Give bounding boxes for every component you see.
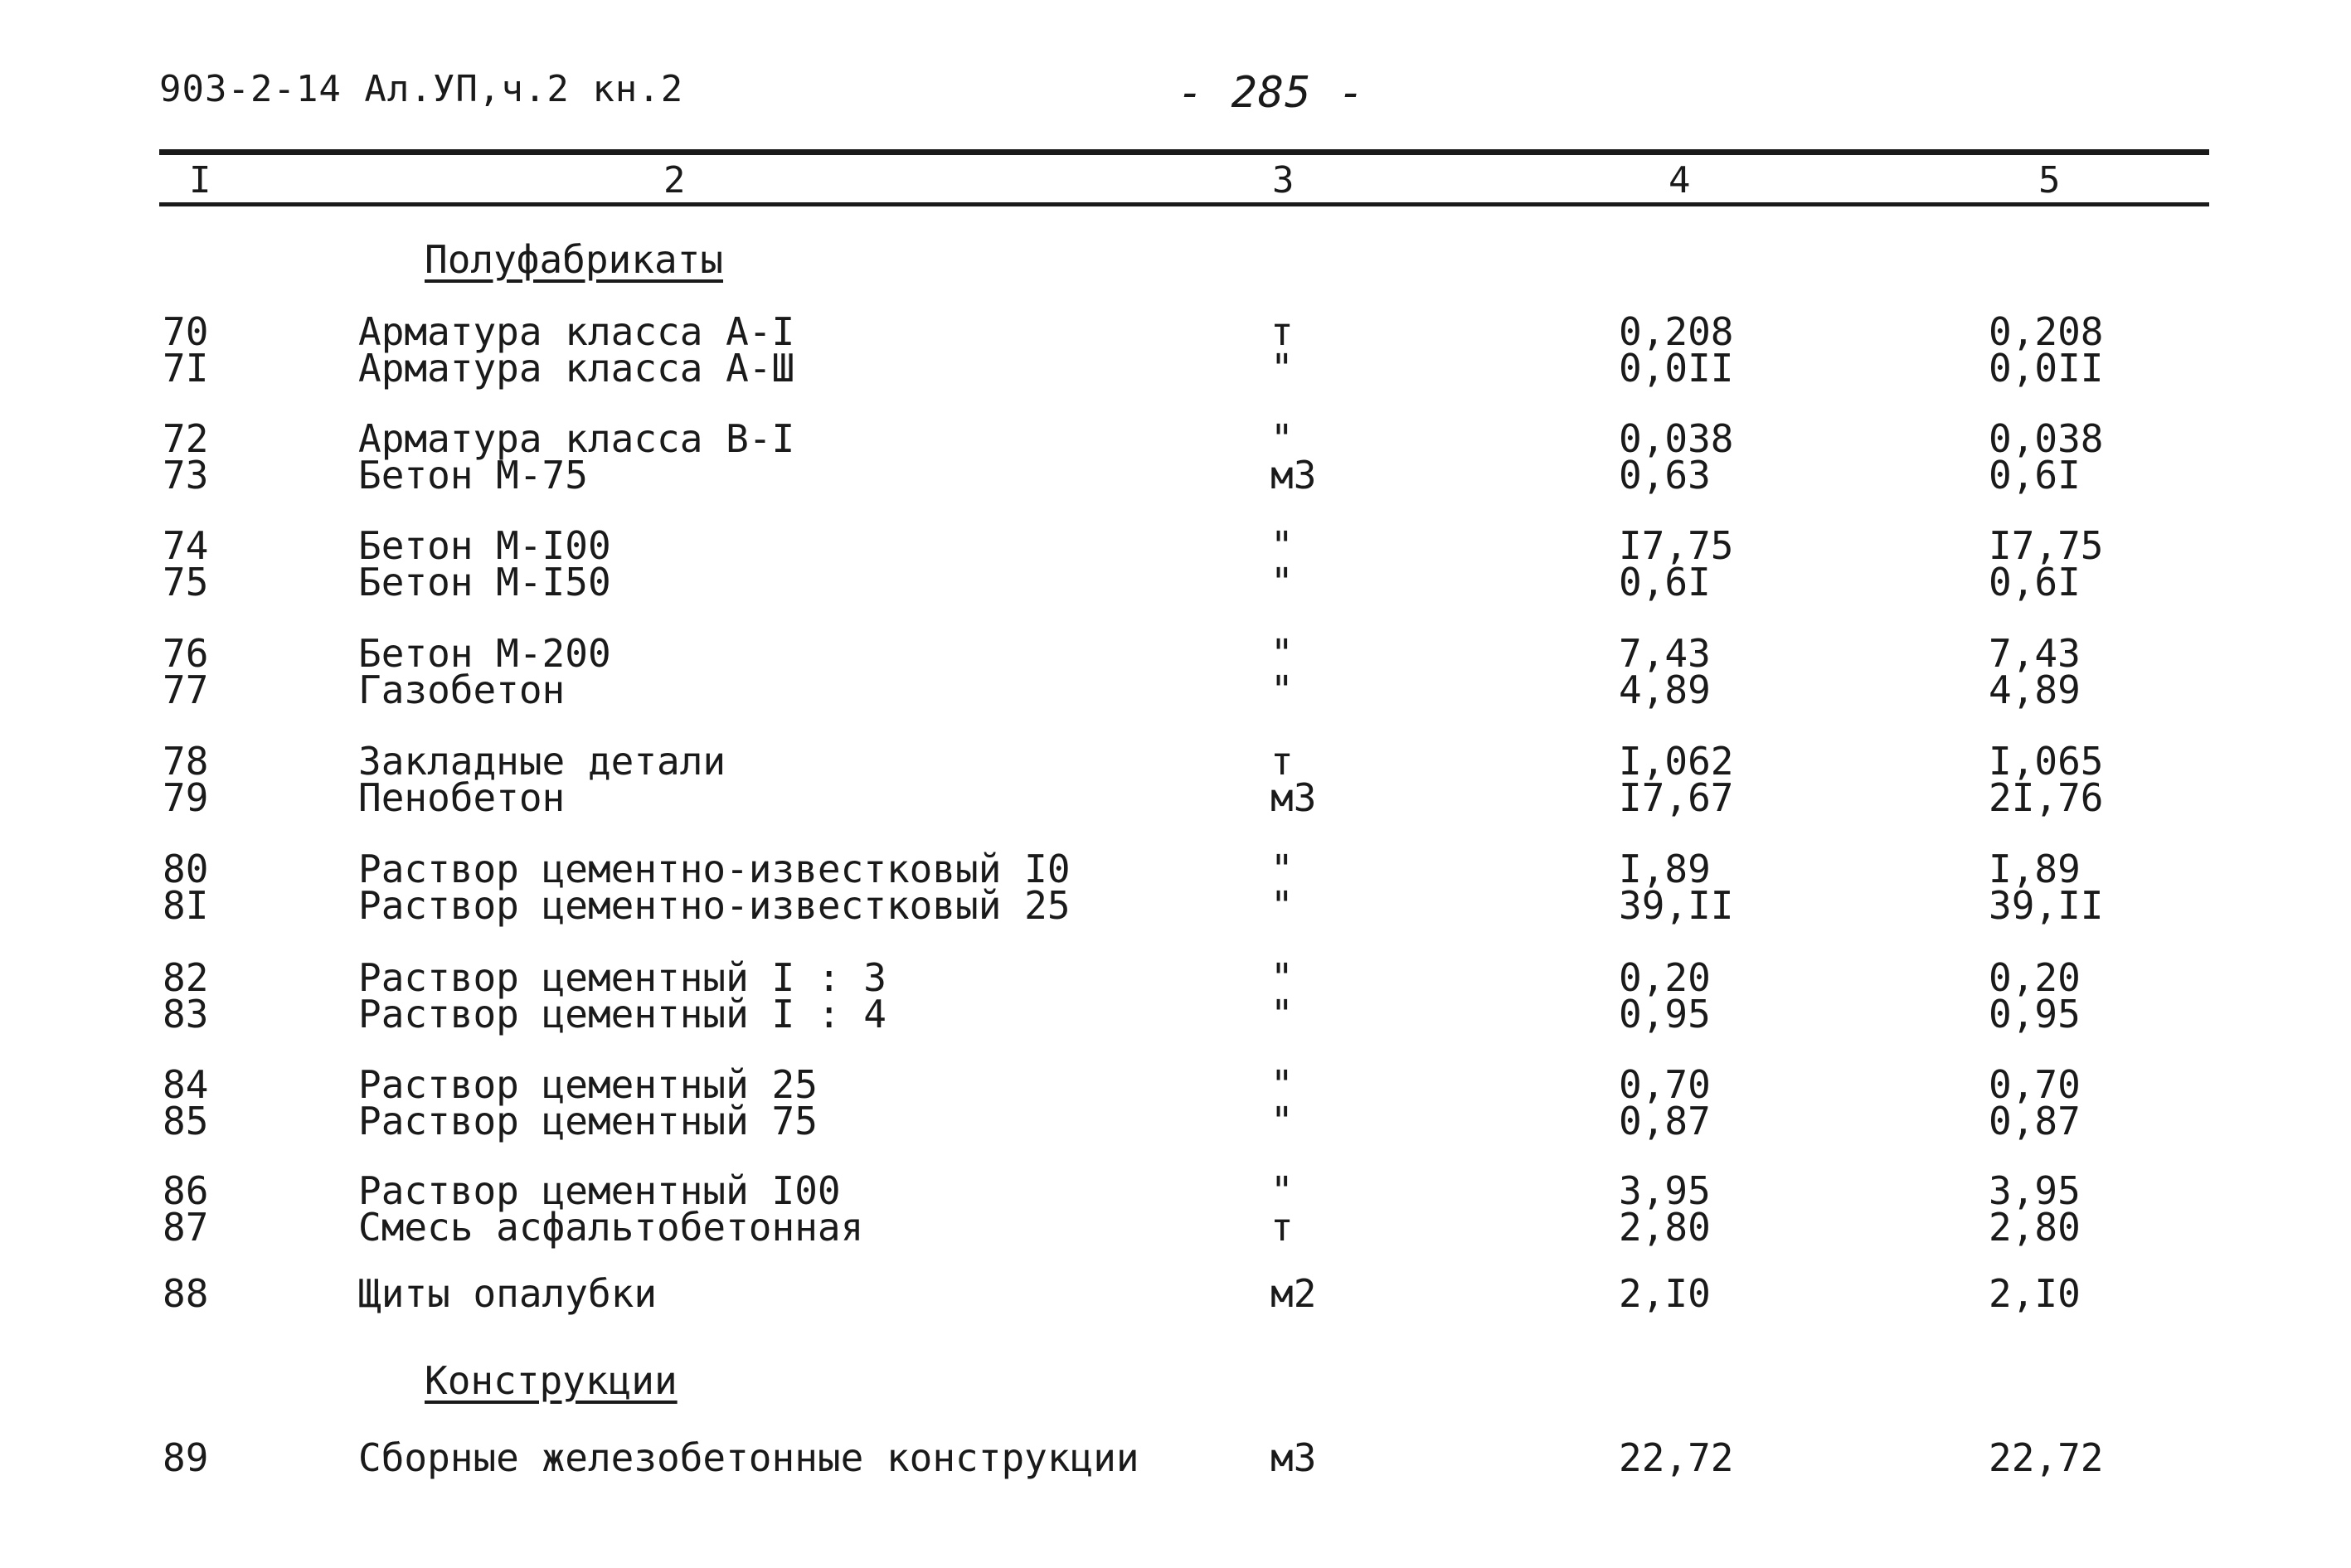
row-value-col5: 0,038 (1989, 416, 2104, 461)
row-value-col5: 2I,76 (1989, 775, 2104, 820)
column-number-1: I (189, 159, 211, 201)
row-unit: " (1270, 416, 1294, 461)
row-name: Щиты опалубки (358, 1271, 658, 1316)
row-number: 7I (163, 346, 209, 391)
row-number: 75 (163, 560, 209, 604)
row-unit: " (1270, 955, 1294, 1000)
row-unit: т (1270, 309, 1294, 354)
row-value-col5: 22,72 (1989, 1435, 2104, 1480)
row-value-col4: 3,95 (1619, 1168, 1711, 1213)
row-unit: " (1270, 631, 1294, 676)
row-value-col5: I,065 (1989, 739, 2104, 784)
row-unit: м2 (1270, 1271, 1317, 1316)
row-value-col4: 2,80 (1619, 1205, 1711, 1250)
row-number: 73 (163, 453, 209, 498)
row-unit: м3 (1270, 775, 1317, 820)
row-value-col5: 7,43 (1989, 631, 2081, 676)
row-value-col5: 0,6I (1989, 560, 2081, 604)
column-number-5: 5 (2038, 159, 2061, 201)
row-unit: " (1270, 523, 1294, 568)
row-unit: " (1270, 1062, 1294, 1107)
row-value-col4: 39,II (1619, 883, 1734, 928)
row-number: 70 (163, 309, 209, 354)
row-number: 72 (163, 416, 209, 461)
row-unit: м3 (1270, 1435, 1317, 1480)
row-number: 85 (163, 1099, 209, 1143)
row-value-col4: 0,0II (1619, 346, 1734, 391)
row-value-col5: 0,0II (1989, 346, 2104, 391)
row-value-col4: I7,67 (1619, 775, 1734, 820)
row-name: Бетон М-200 (358, 631, 611, 676)
row-number: 79 (163, 775, 209, 820)
row-number: 82 (163, 955, 209, 1000)
row-name: Пенобетон (358, 775, 566, 820)
row-name: Раствор цементный I00 (358, 1168, 841, 1213)
row-number: 87 (163, 1205, 209, 1250)
header-rule-bottom (159, 202, 2209, 206)
row-value-col4: 0,95 (1619, 992, 1711, 1036)
row-number: 80 (163, 847, 209, 891)
document-code: 903-2-14 Ал.УП,ч.2 кн.2 (159, 68, 684, 110)
row-value-col5: 2,80 (1989, 1205, 2081, 1250)
row-value-col5: 0,70 (1989, 1062, 2081, 1107)
row-number: 89 (163, 1435, 209, 1480)
row-value-col5: 3,95 (1989, 1168, 2081, 1213)
row-value-col4: I,89 (1619, 847, 1711, 891)
row-value-col4: 4,89 (1619, 667, 1711, 712)
row-value-col4: 2,I0 (1619, 1271, 1711, 1316)
row-value-col4: 0,20 (1619, 955, 1711, 1000)
row-value-col4: 0,6I (1619, 560, 1711, 604)
row-name: Раствор цементный 25 (358, 1062, 818, 1107)
row-name: Раствор цементно-известковый 25 (358, 883, 1071, 928)
column-number-3: 3 (1272, 159, 1295, 201)
header-rule-top (159, 149, 2209, 155)
row-unit: " (1270, 847, 1294, 891)
row-value-col5: I,89 (1989, 847, 2081, 891)
row-name: Раствор цементный 75 (358, 1099, 818, 1143)
row-value-col4: 7,43 (1619, 631, 1711, 676)
row-unit: " (1270, 560, 1294, 604)
section-title-semifinished: Полуфабрикаты (425, 237, 724, 282)
row-value-col4: I7,75 (1619, 523, 1734, 568)
row-number: 77 (163, 667, 209, 712)
row-unit: " (1270, 992, 1294, 1036)
row-value-col5: 39,II (1989, 883, 2104, 928)
row-value-col5: 0,208 (1989, 309, 2104, 354)
row-name: Сборные железобетонные конструкции (358, 1435, 1139, 1480)
row-name: Раствор цементный I : 4 (358, 992, 886, 1036)
row-name: Смесь асфальтобетонная (358, 1205, 864, 1250)
row-number: 86 (163, 1168, 209, 1213)
row-value-col5: 2,I0 (1989, 1271, 2081, 1316)
row-value-col4: 0,70 (1619, 1062, 1711, 1107)
row-name: Бетон М-I50 (358, 560, 611, 604)
row-name: Раствор цементный I : 3 (358, 955, 886, 1000)
row-value-col5: 0,87 (1989, 1099, 2081, 1143)
page-number: - 285 - (1178, 68, 1366, 118)
row-unit: т (1270, 739, 1294, 784)
row-number: 74 (163, 523, 209, 568)
row-unit: т (1270, 1205, 1294, 1250)
row-name: Арматура класса В-I (358, 416, 795, 461)
row-value-col4: 0,038 (1619, 416, 1734, 461)
row-number: 78 (163, 739, 209, 784)
row-unit: " (1270, 667, 1294, 712)
row-value-col4: 0,87 (1619, 1099, 1711, 1143)
row-unit: " (1270, 883, 1294, 928)
row-unit: " (1270, 346, 1294, 391)
row-value-col4: 0,208 (1619, 309, 1734, 354)
row-value-col5: 0,95 (1989, 992, 2081, 1036)
row-value-col5: 4,89 (1989, 667, 2081, 712)
row-name: Арматура класса А-Ш (358, 346, 795, 391)
row-name: Раствор цементно-известковый I0 (358, 847, 1071, 891)
row-number: 84 (163, 1062, 209, 1107)
row-value-col4: I,062 (1619, 739, 1734, 784)
row-name: Арматура класса А-I (358, 309, 795, 354)
row-unit: м3 (1270, 453, 1317, 498)
row-unit: " (1270, 1168, 1294, 1213)
row-number: 76 (163, 631, 209, 676)
row-number: 83 (163, 992, 209, 1036)
row-value-col5: 0,6I (1989, 453, 2081, 498)
row-value-col5: 0,20 (1989, 955, 2081, 1000)
row-unit: " (1270, 1099, 1294, 1143)
column-number-4: 4 (1669, 159, 1691, 201)
row-number: 8I (163, 883, 209, 928)
row-number: 88 (163, 1271, 209, 1316)
section-title-structures: Конструкции (425, 1358, 678, 1403)
row-value-col5: I7,75 (1989, 523, 2104, 568)
row-name: Закладные детали (358, 739, 726, 784)
row-name: Газобетон (358, 667, 566, 712)
row-value-col4: 0,63 (1619, 453, 1711, 498)
row-name: Бетон М-I00 (358, 523, 611, 568)
row-value-col4: 22,72 (1619, 1435, 1734, 1480)
row-name: Бетон М-75 (358, 453, 588, 498)
column-number-2: 2 (663, 159, 686, 201)
